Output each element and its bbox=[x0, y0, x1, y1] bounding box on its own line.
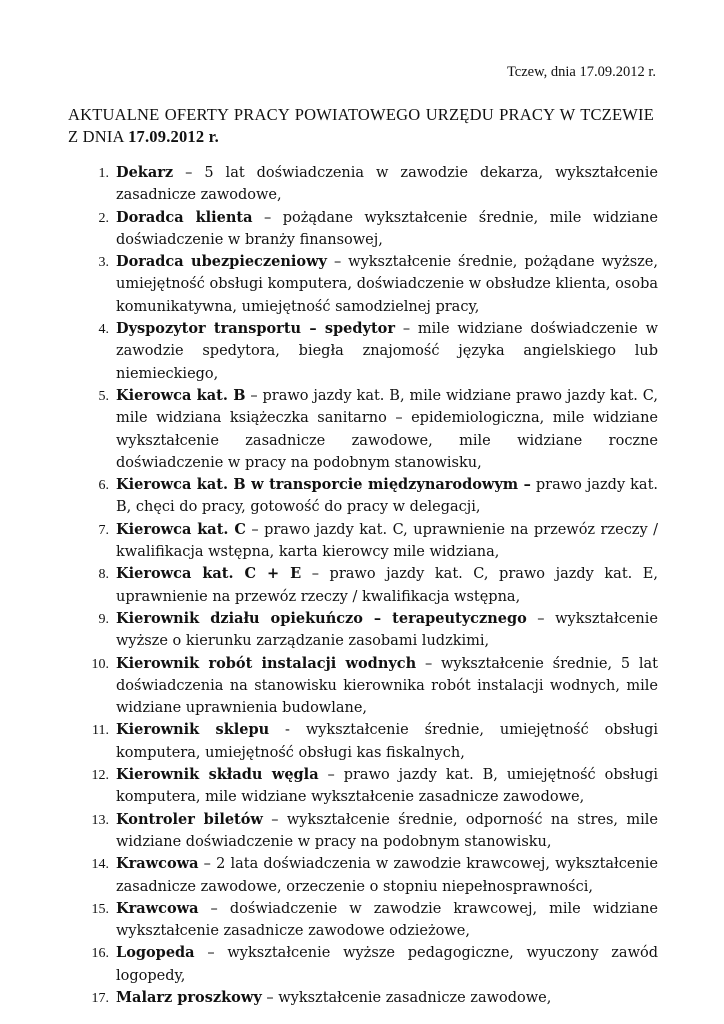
offer-number: 12. bbox=[91, 768, 109, 784]
offer-description: – 5 lat doświadczenia w zawodzie dekarza, wykształcenie zasadnicze zawodowe, bbox=[116, 165, 658, 204]
offer-number: 3. bbox=[98, 255, 109, 271]
offer-number: 15. bbox=[91, 901, 109, 917]
offer-body bbox=[116, 207, 658, 252]
offer-number: 9. bbox=[98, 611, 109, 627]
offer-description: – wykształcenie zasadnicze zawodowe, bbox=[261, 989, 552, 1006]
offer-body bbox=[116, 162, 658, 207]
offer-number: 17. bbox=[91, 990, 109, 1006]
offer-description: prawo jazdy kat. B, chęci do pracy, gotowość do pracy w delegacji, bbox=[116, 477, 659, 516]
heading-date: 17.09.2012 r. bbox=[128, 127, 219, 146]
offer-description: – wykształcenie wyższe pedagogiczne, wyuczony zawód logopedy, bbox=[116, 945, 658, 984]
offer-number: 4. bbox=[98, 322, 109, 338]
offer-body bbox=[116, 719, 658, 764]
job-offer-item bbox=[68, 563, 658, 608]
offer-title: Malarz proszkowy bbox=[116, 988, 262, 1006]
offer-body bbox=[116, 942, 658, 987]
offer-number: 10. bbox=[91, 656, 109, 672]
offer-body bbox=[116, 563, 658, 608]
offer-description: – wykształcenie wyższe o kierunku zarządzanie zasobami ludzkimi, bbox=[116, 610, 658, 650]
offer-title: Kierownik robót instalacji wodnych bbox=[116, 654, 417, 672]
offer-description: – prawo jazdy kat. C, uprawnienie na przewóz rzeczy / kwalifikacja wstępna, karta kierowcy mile widziana, bbox=[116, 521, 658, 561]
offer-number: 11. bbox=[92, 723, 109, 739]
job-offer-item bbox=[68, 898, 658, 943]
offer-body bbox=[116, 809, 658, 854]
offer-description: – 2 lata doświadczenia w zawodzie krawcowej, wykształcenie zasadnicze zawodowe, orzeczenie o stopniu niepełnosprawności, bbox=[116, 856, 658, 895]
offer-body bbox=[116, 318, 658, 385]
offer-number: 14. bbox=[91, 857, 109, 873]
job-offer-item bbox=[68, 764, 658, 809]
document-heading bbox=[68, 104, 654, 148]
offer-description: – prawo jazdy kat. B, mile widziane prawo jazdy kat. C, mile widziana książeczka sanitarno – epidemiologiczna, mile widziane wykształcenie zasadnicze zawodowe, mile widziane roczne doświadczenie w pracy na podobnym stanowisku, bbox=[116, 387, 658, 471]
job-offer-item bbox=[68, 942, 658, 987]
offer-title: Doradca ubezpieczeniowy bbox=[116, 253, 327, 271]
offer-body bbox=[116, 653, 658, 720]
offer-title: Doradca klienta bbox=[116, 208, 253, 226]
offer-body bbox=[116, 251, 658, 318]
offer-title: Krawcowa bbox=[116, 899, 199, 917]
offer-description: – prawo jazdy kat. C, prawo jazdy kat. E, uprawnienie na przewóz rzeczy / kwalifikacja wstępna, bbox=[116, 566, 658, 605]
offer-body bbox=[116, 608, 658, 653]
offer-title: Logopeda bbox=[116, 944, 195, 962]
offer-description: – wykształcenie średnie, 5 lat doświadczenia na stanowisku kierownika robót instalacji wodnych, mile widziane uprawnienia budowlane, bbox=[116, 655, 658, 717]
heading-text: AKTUALNE OFERTY PRACY POWIATOWEGO URZĘDU PRACY W TCZEWIE Z DNIA bbox=[68, 105, 654, 146]
offer-body bbox=[116, 898, 658, 943]
offer-description: – prawo jazdy kat. B, umiejętność obsługi komputera, mile widziane wykształcenie zasadnicze zawodowe, bbox=[116, 767, 659, 806]
offer-number: 7. bbox=[98, 522, 109, 538]
offer-title: Krawcowa bbox=[116, 855, 199, 873]
job-offer-item bbox=[68, 385, 658, 474]
offer-number: 16. bbox=[91, 946, 109, 962]
offer-body bbox=[116, 853, 658, 898]
date-line: Tczew, dnia 17.09.2012 r. bbox=[506, 64, 656, 80]
offer-number: 2. bbox=[98, 210, 109, 226]
offer-title: Kierownik sklepu bbox=[116, 721, 270, 739]
job-offer-item bbox=[68, 251, 658, 318]
offer-number: 13. bbox=[91, 812, 109, 828]
job-offer-item bbox=[68, 519, 658, 564]
offer-description: – wykształcenie średnie, odporność na stres, mile widziane doświadczenie w pracy na podobnym stanowisku, bbox=[116, 811, 658, 850]
offer-title: Kierowca kat. B w transporcie międzynarodowym – bbox=[116, 476, 531, 494]
job-offer-item bbox=[68, 474, 658, 519]
job-offer-item bbox=[68, 853, 658, 898]
job-offer-item bbox=[68, 162, 658, 207]
offer-title: Kierowca kat. B bbox=[116, 386, 246, 404]
job-offer-item bbox=[68, 318, 658, 385]
offer-number: 1. bbox=[98, 166, 109, 181]
offer-title: Kierowca kat. C + E bbox=[116, 565, 302, 583]
offer-description: – pożądane wykształcenie średnie, mile widziane doświadczenie w branży finansowej, bbox=[116, 209, 658, 248]
offer-title: Kierownik działu opiekuńczo – terapeutycznego bbox=[116, 609, 527, 627]
offer-body bbox=[116, 519, 658, 564]
offer-title: Kontroler biletów bbox=[116, 810, 263, 828]
job-offer-item bbox=[68, 809, 658, 854]
offer-description: – wykształcenie średnie, pożądane wyższe, umiejętność obsługi komputera, doświadczenie w obsłudze klienta, osoba komunikatywna, umiejętność samodzielnej pracy, bbox=[116, 254, 658, 315]
offer-title: Dyspozytor transportu – spedytor bbox=[116, 320, 395, 338]
offer-description: - wykształcenie średnie, umiejętność obsługi komputera, umiejętność obsługi kas fiskalnych, bbox=[116, 722, 658, 761]
offer-title: Dekarz bbox=[116, 164, 174, 181]
offer-title: Kierowca kat. C bbox=[116, 520, 246, 538]
job-offer-item bbox=[68, 987, 658, 1010]
offer-body bbox=[116, 764, 658, 809]
offer-number: 6. bbox=[98, 478, 109, 494]
job-offer-item bbox=[68, 719, 658, 764]
job-offer-item bbox=[68, 653, 658, 720]
offer-body bbox=[116, 474, 658, 519]
offer-body bbox=[116, 987, 658, 1009]
offer-number: 5. bbox=[98, 388, 109, 404]
offer-number: 8. bbox=[98, 567, 109, 583]
offer-title: Kierownik składu węgla bbox=[116, 766, 319, 784]
job-offers-list bbox=[68, 162, 658, 1010]
job-offer-item bbox=[68, 207, 658, 252]
job-offer-item bbox=[68, 608, 658, 653]
offer-body bbox=[116, 385, 658, 474]
offer-description: – mile widziane doświadczenie w zawodzie spedytora, biegła znajomość języka angielskiego lub niemieckiego, bbox=[116, 321, 658, 382]
offer-description: – doświadczenie w zawodzie krawcowej, mile widziane wykształcenie zasadnicze zawodowe odzieżowe, bbox=[116, 900, 658, 940]
